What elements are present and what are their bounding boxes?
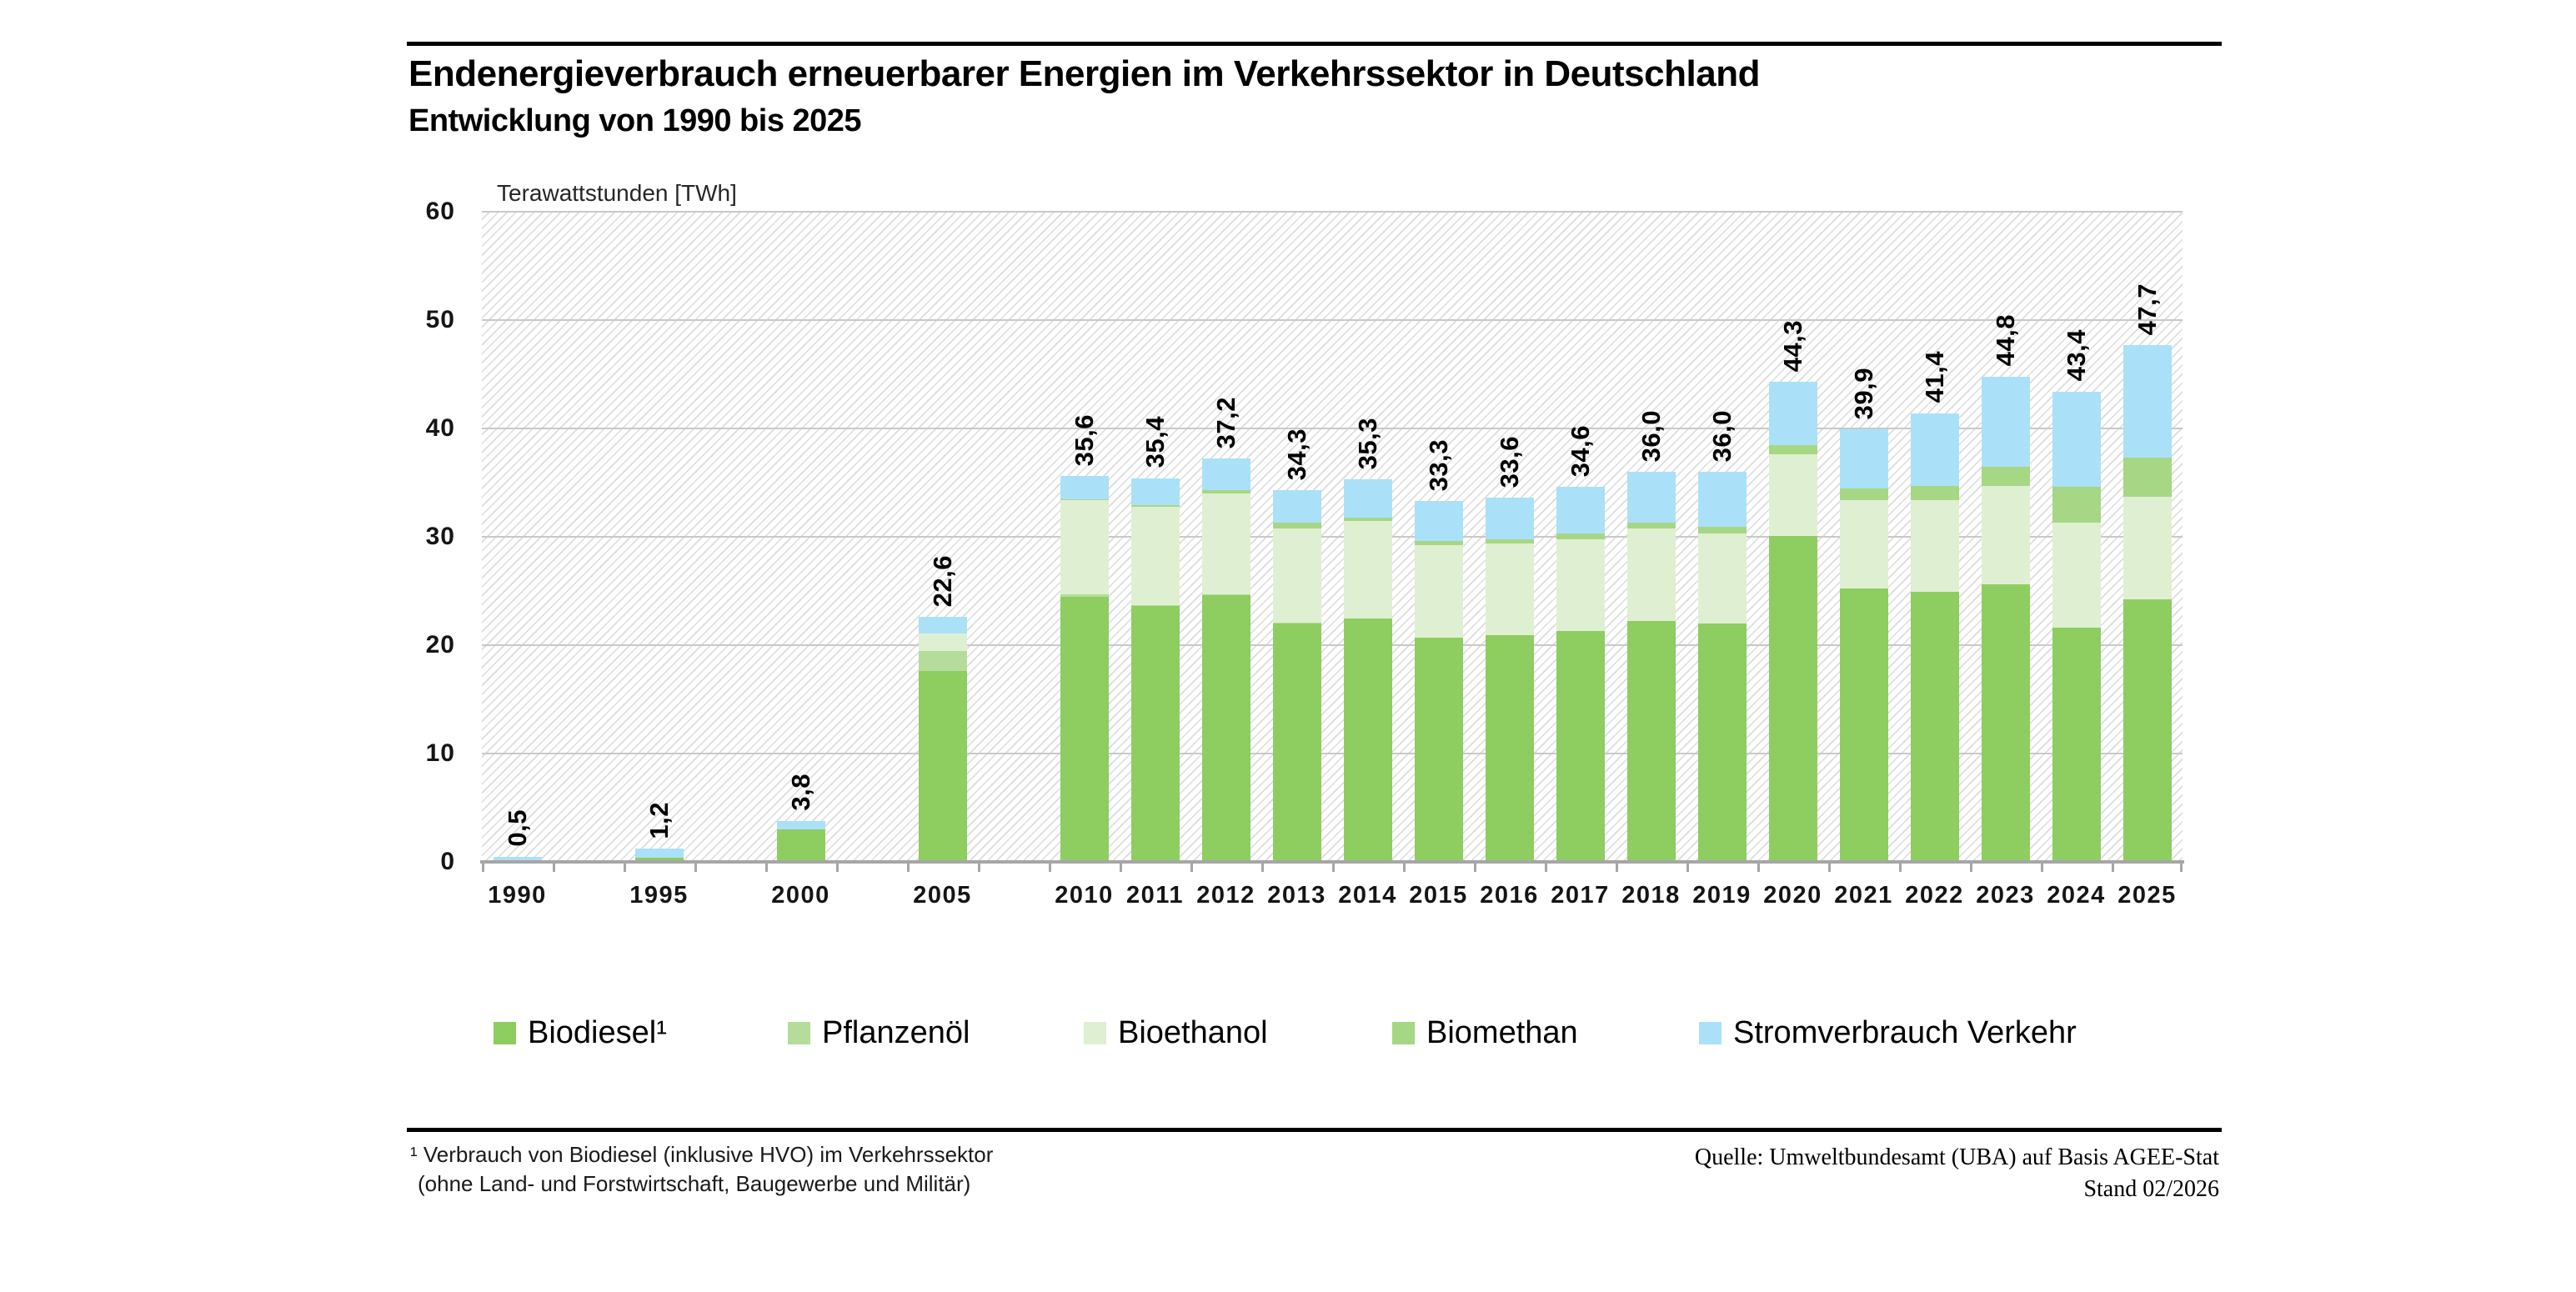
bar-segment-biodiesel-2022 (1911, 592, 1959, 862)
x-axis-label-1990: 1990 (488, 882, 547, 909)
x-axis-label-2020: 2020 (1763, 882, 1822, 909)
bar-slot-empty (553, 212, 624, 862)
x-axis-tick (1474, 862, 1476, 872)
bar-total-label-2018: 36,0 (1636, 409, 1666, 463)
x-axis-tick (482, 862, 484, 872)
bar-segment-bioethanol-2022 (1911, 500, 1959, 593)
legend-item-pflanzenoel (788, 1015, 970, 1051)
source-note (1695, 1142, 2219, 1205)
bar-slot-2016 (1474, 212, 1545, 909)
bar-segment-pflanzenoel-2005 (919, 651, 967, 672)
stacked-bar-2023 (1982, 314, 2030, 862)
bar-segment-bioethanol-2019 (1698, 533, 1747, 623)
bar-segment-strom-verkehr-2010 (1060, 476, 1109, 498)
bar-segment-biodiesel-2019 (1698, 623, 1747, 862)
bar-slot-2005 (907, 212, 978, 909)
legend-label-pflanzenoel: Pflanzenöl (822, 1015, 970, 1050)
x-axis-label-2010: 2010 (1055, 882, 1114, 909)
bar-segment-biomethan-2025 (2123, 458, 2172, 497)
bar-segment-strom-verkehr-2000 (777, 821, 825, 829)
x-axis-tick (694, 862, 697, 872)
bar-segment-bioethanol-2023 (1982, 486, 2030, 584)
x-axis-label-2012: 2012 (1196, 882, 1255, 909)
plot-area (425, 180, 2183, 909)
bar-total-label-2021: 39,9 (1848, 367, 1878, 420)
bar-segment-strom-verkehr-2005 (919, 617, 967, 633)
bar-total-label-2011: 35,4 (1140, 416, 1170, 468)
bar-segment-biodiesel-2020 (1769, 536, 1817, 862)
bar-segment-bioethanol-2013 (1273, 528, 1321, 623)
x-axis-tick (1332, 862, 1335, 872)
bar-total-label-2024: 43,4 (2061, 329, 2091, 382)
bar-slot-1990 (482, 212, 553, 909)
x-axis-tick (2112, 862, 2114, 872)
y-axis-label-40: 40 (425, 414, 455, 442)
x-axis-tick (624, 862, 626, 872)
bar-slot-2013 (1261, 212, 1332, 909)
x-axis-label-2018: 2018 (1621, 882, 1681, 909)
bar-segment-strom-verkehr-2012 (1202, 458, 1250, 490)
stacked-bar-2010 (1060, 413, 1109, 862)
x-axis-tick (1899, 862, 1902, 872)
x-axis-tick (1757, 862, 1760, 872)
legend-item-biodiesel (494, 1015, 667, 1051)
stacked-bar-2014 (1344, 417, 1392, 862)
x-axis-label-1995: 1995 (629, 882, 689, 909)
x-axis-tick (1190, 862, 1193, 872)
bar-total-label-2013: 34,3 (1281, 428, 1311, 481)
stacked-bar-2021 (1840, 367, 1888, 862)
bar-slot-2010 (1049, 212, 1120, 909)
bar-total-label-2023: 44,8 (1990, 314, 2020, 367)
bar-segment-biodiesel-2017 (1556, 631, 1605, 862)
bar-segment-biodiesel-2013 (1273, 623, 1321, 862)
y-axis-label-10: 10 (425, 739, 455, 767)
bar-segment-strom-verkehr-1995 (635, 849, 684, 857)
y-axis-unit-label: Terawattstunden [TWh] (497, 180, 737, 206)
bar-slot-empty (694, 212, 765, 862)
bar-segment-strom-verkehr-2024 (2052, 392, 2101, 487)
x-axis-label-2019: 2019 (1692, 882, 1752, 909)
bar-segment-bioethanol-2010 (1060, 500, 1109, 594)
bar-segment-strom-verkehr-2016 (1486, 498, 1534, 538)
bar-slot-2022 (1899, 212, 1970, 909)
bar-segment-biodiesel-2015 (1415, 638, 1463, 862)
chart-subtitle: Entwicklung von 1990 bis 2025 (408, 103, 862, 138)
y-axis-label-50: 50 (425, 306, 455, 333)
x-axis-label-2025: 2025 (2117, 882, 2177, 909)
bar-slot-empty (978, 212, 1049, 862)
bar-segment-strom-verkehr-2022 (1911, 413, 1959, 486)
x-axis-label-2016: 2016 (1480, 882, 1539, 909)
bar-segment-biodiesel-2005 (919, 671, 967, 862)
stacked-bar-2019 (1698, 409, 1747, 862)
bar-total-label-2022: 41,4 (1919, 351, 1949, 403)
x-axis-tick (1261, 862, 1264, 872)
bar-segment-strom-verkehr-2019 (1698, 472, 1747, 527)
legend-item-strom-verkehr (1699, 1015, 2077, 1051)
x-axis-tick (1049, 862, 1051, 872)
legend-label-bioethanol: Bioethanol (1118, 1015, 1268, 1050)
x-axis-tick (907, 862, 910, 872)
bar-segment-strom-verkehr-2021 (1840, 429, 1888, 488)
x-axis-tick (836, 862, 839, 872)
bar-slot-empty (836, 212, 907, 862)
bar-segment-strom-verkehr-2017 (1556, 487, 1605, 533)
bar-segment-biomethan-2020 (1769, 445, 1817, 455)
bar-slot-2024 (2041, 212, 2112, 909)
legend-swatch-strom-verkehr (1699, 1022, 1722, 1044)
legend-swatch-pflanzenoel (788, 1022, 810, 1044)
bar-segment-biodiesel-2014 (1344, 618, 1392, 863)
stacked-bar-2018 (1627, 409, 1676, 862)
bar-segment-biodiesel-2025 (2123, 599, 2172, 862)
legend-item-bioethanol (1084, 1015, 1268, 1051)
bar-segment-strom-verkehr-2023 (1982, 377, 2030, 467)
legend-swatch-bioethanol (1084, 1022, 1106, 1044)
footnote (410, 1140, 993, 1199)
bar-segment-biodiesel-2021 (1840, 588, 1888, 862)
bar-slot-2021 (1828, 212, 1899, 909)
bar-total-label-2005: 22,6 (927, 554, 957, 608)
legend-label-biodiesel: Biodiesel¹ (528, 1015, 667, 1050)
bar-segment-biomethan-2024 (2052, 487, 2101, 523)
x-axis-label-2022: 2022 (1905, 882, 1964, 909)
bar-slot-2017 (1545, 212, 1616, 909)
bar-slot-1995 (624, 212, 694, 909)
x-axis-label-2023: 2023 (1976, 882, 2035, 909)
top-rule (407, 42, 2222, 46)
bar-segment-biomethan-2023 (1982, 467, 2030, 486)
x-axis-tick (2180, 862, 2183, 872)
bar-segment-biodiesel-2018 (1627, 621, 1676, 862)
x-axis-tick (1120, 862, 1122, 872)
bar-slot-2012 (1190, 212, 1261, 909)
legend-label-biomethan: Biomethan (1426, 1015, 1578, 1050)
stacked-bar-2015 (1415, 438, 1463, 862)
bar-segment-bioethanol-2016 (1486, 543, 1534, 636)
footnote-line-2: (ohne Land- und Forstwirtschaft, Baugewerbe und Militär) (418, 1171, 971, 1196)
x-axis-label-2021: 2021 (1834, 882, 1893, 909)
x-axis-tick (1403, 862, 1406, 872)
stacked-bar-2017 (1556, 424, 1605, 862)
bar-segment-biodiesel-2024 (2052, 628, 2101, 862)
x-axis-label-2011: 2011 (1126, 882, 1184, 909)
stacked-bar-2024 (2052, 329, 2101, 862)
bar-segment-strom-verkehr-2020 (1769, 382, 1817, 444)
stacked-bar-2011 (1131, 416, 1180, 862)
bar-total-label-2017: 34,6 (1565, 424, 1595, 478)
x-axis-label-2000: 2000 (771, 882, 830, 909)
bar-total-label-1995: 1,2 (644, 801, 674, 839)
bar-segment-biodiesel-2010 (1060, 597, 1109, 863)
bar-segment-strom-verkehr-2018 (1627, 472, 1676, 523)
x-axis-tick (2041, 862, 2043, 872)
bar-segment-bioethanol-2015 (1415, 545, 1463, 638)
legend-item-biomethan (1392, 1015, 1578, 1051)
bar-segment-biodiesel-2016 (1486, 635, 1534, 862)
chart-title: Endenergieverbrauch erneuerbarer Energien im Verkehrssektor in Deutschland (408, 53, 1760, 94)
bar-segment-biomethan-2019 (1698, 527, 1747, 533)
bar-slot-2023 (1970, 212, 2041, 909)
bar-slot-2014 (1332, 212, 1403, 909)
bar-segment-biodiesel-2011 (1131, 606, 1180, 862)
bar-segment-bioethanol-2017 (1556, 539, 1605, 632)
stacked-bar-2012 (1202, 397, 1250, 862)
x-axis-tick (1686, 862, 1689, 872)
y-axis-label-0: 0 (440, 848, 455, 875)
bar-slot-2019 (1686, 212, 1757, 909)
footnote-line-1: ¹ Verbrauch von Biodiesel (inklusive HVO) im Verkehrssektor (410, 1142, 994, 1167)
bar-segment-strom-verkehr-2014 (1344, 479, 1392, 518)
y-axis-label-30: 30 (425, 523, 455, 550)
x-axis-label-2013: 2013 (1267, 882, 1326, 909)
bar-slots (482, 212, 2183, 909)
bar-total-label-2015: 33,3 (1423, 438, 1453, 492)
x-axis-label-2005: 2005 (913, 882, 972, 909)
stacked-bar-2020 (1769, 319, 1817, 862)
bar-segment-bioethanol-2025 (2123, 497, 2172, 600)
bar-total-label-2020: 44,3 (1777, 319, 1807, 373)
bar-total-label-2000: 3,8 (785, 774, 815, 811)
bar-segment-strom-verkehr-2011 (1131, 478, 1180, 506)
stacked-bar-2025 (2123, 283, 2172, 862)
legend-swatch-biomethan (1392, 1022, 1415, 1044)
bar-segment-biodiesel-2012 (1202, 595, 1250, 862)
x-axis-label-2017: 2017 (1551, 882, 1610, 909)
bar-segment-strom-verkehr-2013 (1273, 490, 1321, 523)
stacked-bar-2013 (1273, 428, 1321, 862)
bar-segment-bioethanol-2024 (2052, 523, 2101, 628)
bar-total-label-2014: 35,3 (1352, 417, 1382, 470)
x-axis-tick (978, 862, 980, 872)
bar-segment-bioethanol-2011 (1131, 507, 1180, 605)
x-axis-tick (553, 862, 555, 872)
bar-total-label-2012: 37,2 (1210, 397, 1240, 449)
stacked-bar-2000 (777, 774, 825, 862)
bar-total-label-2019: 36,0 (1706, 409, 1737, 463)
stacked-bar-2022 (1911, 351, 1959, 862)
bar-segment-bioethanol-2018 (1627, 528, 1676, 622)
bar-segment-biodiesel-2000 (777, 829, 825, 862)
bar-slot-2020 (1757, 212, 1828, 909)
x-axis-tick (1616, 862, 1618, 872)
x-axis-tick (1970, 862, 1972, 872)
x-axis-tick (1828, 862, 1831, 872)
bar-segment-strom-verkehr-2025 (2123, 345, 2172, 458)
source-line-2: Stand 02/2026 (2083, 1176, 2219, 1202)
bar-total-label-2016: 33,6 (1494, 435, 1524, 488)
bar-segment-biomethan-2022 (1911, 486, 1959, 500)
bar-segment-bioethanol-2020 (1769, 454, 1817, 536)
bar-total-label-2010: 35,6 (1069, 413, 1099, 467)
bar-segment-biomethan-2021 (1840, 488, 1888, 500)
y-axis-label-60: 60 (425, 198, 455, 225)
legend (0, 1015, 2576, 1065)
bar-segment-bioethanol-2005 (919, 633, 967, 651)
x-axis-tick (765, 862, 768, 872)
bar-segment-bioethanol-2012 (1202, 493, 1250, 594)
legend-swatch-biodiesel (494, 1022, 516, 1044)
bar-total-label-1990: 0,5 (502, 809, 532, 847)
bar-total-label-2025: 47,7 (2132, 283, 2162, 335)
bottom-rule (407, 1128, 2222, 1132)
stacked-bar-2016 (1486, 435, 1534, 862)
x-axis-label-2015: 2015 (1409, 882, 1468, 909)
bar-slot-2000 (765, 212, 836, 909)
bar-segment-bioethanol-2021 (1840, 500, 1888, 589)
bar-slot-2025 (2112, 212, 2183, 909)
source-line-1: Quelle: Umweltbundesamt (UBA) auf Basis AGEE-Stat (1694, 1144, 2219, 1170)
bar-segment-bioethanol-2014 (1344, 521, 1392, 618)
legend-label-strom-verkehr: Stromverbrauch Verkehr (1733, 1015, 2077, 1050)
bar-segment-strom-verkehr-2015 (1415, 501, 1463, 541)
x-axis-label-2024: 2024 (2047, 882, 2106, 909)
stacked-bar-2005 (919, 554, 967, 862)
x-axis-tick (1545, 862, 1547, 872)
bar-segment-biodiesel-2023 (1982, 584, 2030, 862)
bar-slot-2011 (1120, 212, 1190, 909)
bar-slot-2018 (1616, 212, 1686, 909)
bar-slot-2015 (1403, 212, 1474, 909)
y-axis-label-20: 20 (425, 631, 455, 659)
x-axis-label-2014: 2014 (1338, 882, 1397, 909)
